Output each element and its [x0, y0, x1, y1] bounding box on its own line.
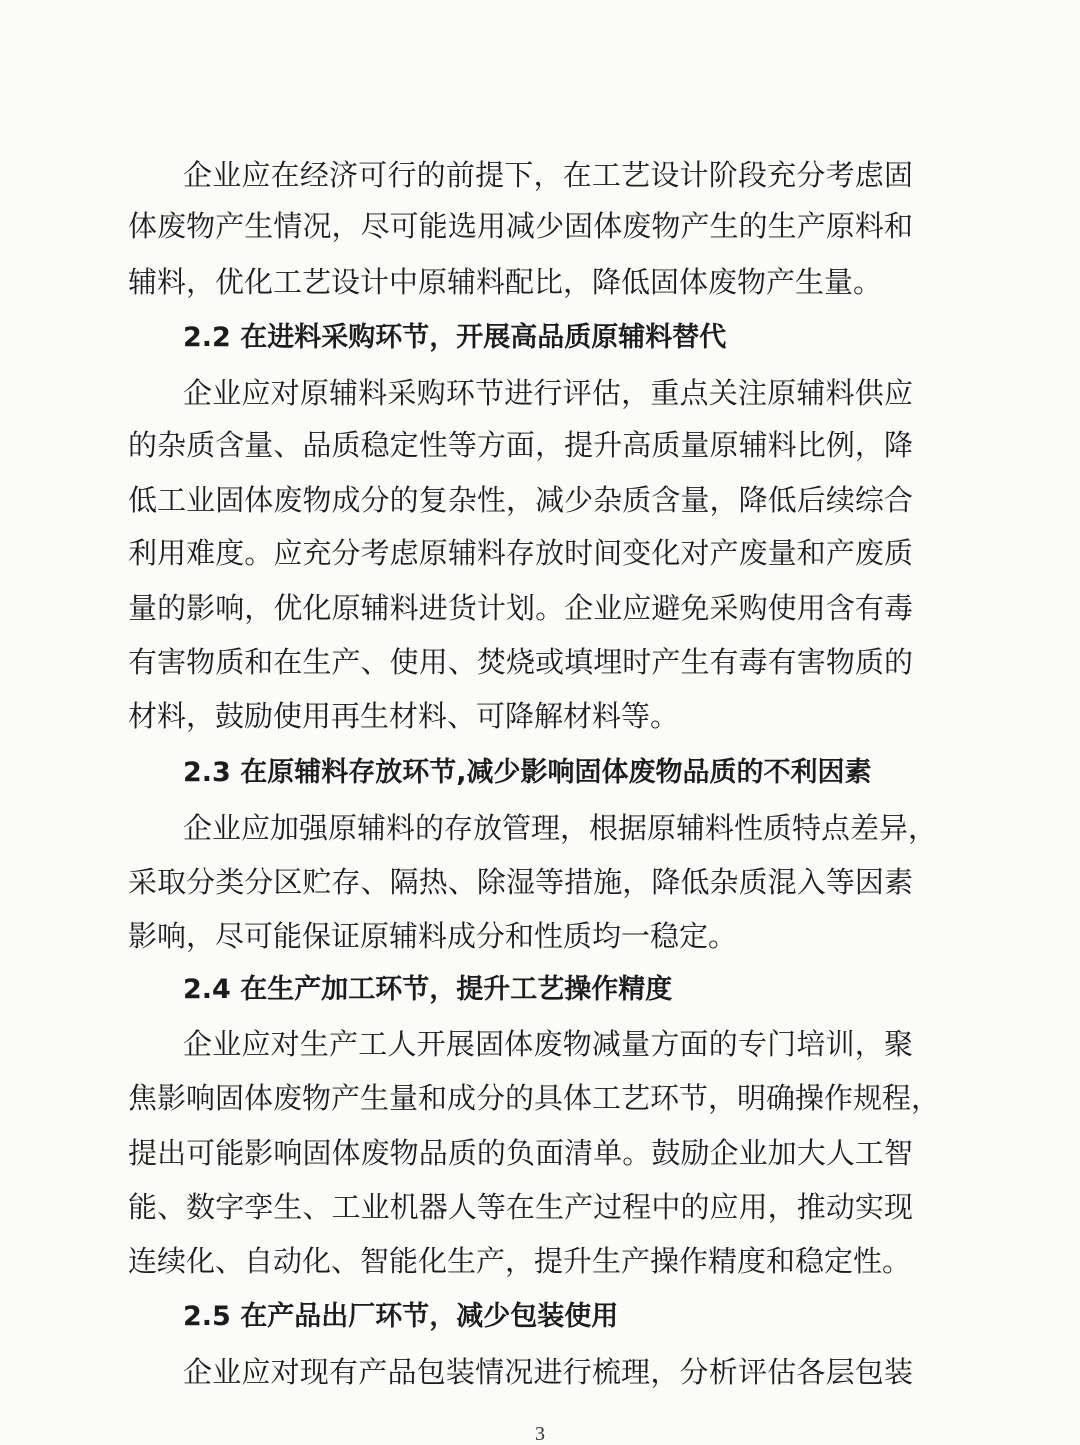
paragraph-line: 影响，尽可能保证原辅料成分和性质均一稳定。: [128, 919, 738, 953]
paragraph-line: 低工业固体废物成分的复杂性，减少杂质含量，降低后续综合: [128, 483, 913, 517]
section-heading-2-4: 2.4 在生产加工环节，提升工艺操作精度: [183, 974, 673, 1005]
paragraph-line: 体废物产生情况，尽可能选用减少固体废物产生的生产原料和: [128, 209, 913, 243]
paragraph-line: 的杂质含量、品质稳定性等方面，提升高质量原辅料比例，降: [128, 428, 913, 462]
paragraph-line: 利用难度。应充分考虑原辅料存放时间变化对产废量和产废质: [128, 536, 913, 570]
paragraph-line: 企业应加强原辅料的存放管理，根据原辅料性质特点差异，: [183, 811, 938, 845]
page-number: 3: [535, 1423, 545, 1445]
paragraph-line: 能、数字孪生、工业机器人等在生产过程中的应用，推动实现: [128, 1190, 913, 1224]
paragraph-line: 企业应对生产工人开展固体废物减量方面的专门培训，聚: [183, 1027, 913, 1061]
section-heading-2-2: 2.2 在进料采购环节，开展高品质原辅料替代: [183, 322, 727, 353]
paragraph-line: 量的影响，优化原辅料进货计划。企业应避免采购使用含有毒: [128, 591, 913, 625]
paragraph-line: 焦影响固体废物产生量和成分的具体工艺环节，明确操作规程，: [128, 1081, 941, 1115]
section-heading-2-3: 2.3 在原辅料存放环节,减少影响固体废物品质的不利因素: [183, 757, 872, 788]
paragraph-line: 有害物质和在生产、使用、焚烧或填埋时产生有毒有害物质的: [128, 645, 913, 679]
paragraph-line: 辅料，优化工艺设计中原辅料配比，降低固体废物产生量。: [128, 265, 883, 299]
paragraph-line: 企业应对原辅料采购环节进行评估，重点关注原辅料供应: [183, 376, 913, 410]
paragraph-line: 提出可能影响固体废物品质的负面清单。鼓励企业加大人工智: [128, 1136, 913, 1170]
paragraph-line: 企业应在经济可行的前提下，在工艺设计阶段充分考虑固: [183, 158, 913, 192]
paragraph-line: 材料，鼓励使用再生材料、可降解材料等。: [128, 699, 680, 733]
paragraph-line: 连续化、自动化、智能化生产，提升生产操作精度和稳定性。: [128, 1244, 912, 1278]
section-heading-2-5: 2.5 在产品出厂环节，减少包装使用: [183, 1301, 619, 1332]
paragraph-line: 企业应对现有产品包装情况进行梳理，分析评估各层包装: [183, 1355, 913, 1389]
paragraph-line: 采取分类分区贮存、隔热、除湿等措施，降低杂质混入等因素: [128, 865, 913, 899]
